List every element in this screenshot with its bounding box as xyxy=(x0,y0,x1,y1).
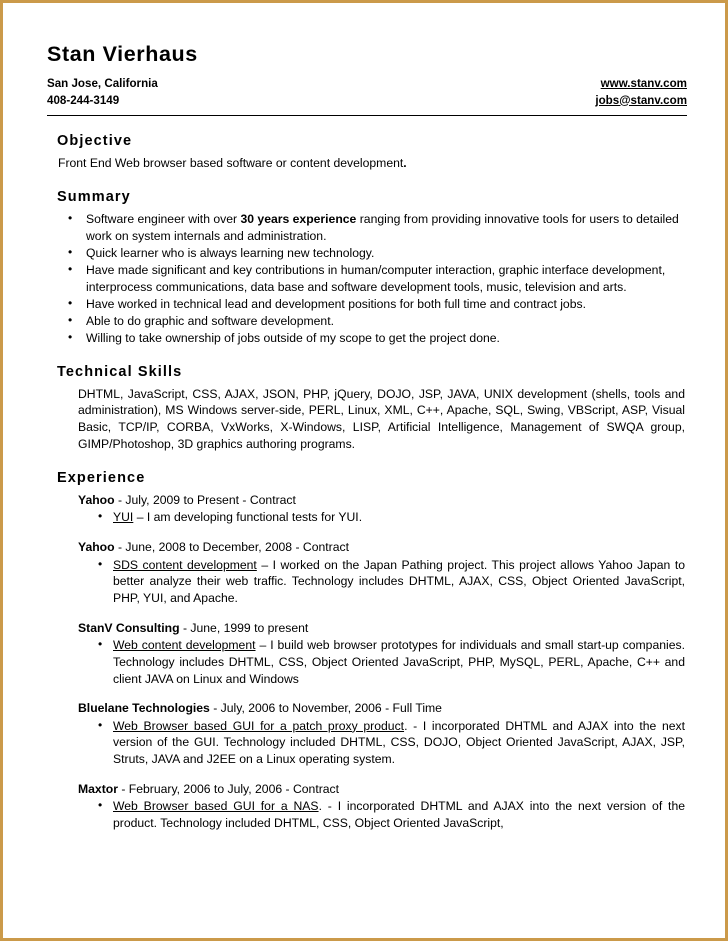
experience-bullet-text: – I worked on the Japan Pathing project. This project allows Yahoo Japan to better analyze their web traffic. Technology includes DHTML, AJAX, CSS, Object Oriented JavaScript, PHP, YUI, and Apache. xyxy=(113,557,685,606)
experience-company: StanV Consulting xyxy=(78,620,180,635)
experience-entry-heading xyxy=(78,781,687,797)
technical-skills-text: DHTML, JavaScript, CSS, AJAX, JSON, PHP, jQuery, DOJO, JSP, JAVA, UNIX development (shells, tools and administration), MS Windows server-side, PERL, Linux, XML, C++, Apache, SQL, Swing, VBScript, ASP, Visual Basic, TCP/IP, CORBA, VxWorks, X-Windows, LISP, Artificial Intelligence, Management of SWQA group, GIMP/Photoshop, 3D graphics authoring programs. xyxy=(78,386,685,452)
header-divider xyxy=(47,115,687,116)
contact-location: San Jose, California xyxy=(47,76,158,90)
summary-bullet xyxy=(68,211,687,244)
summary-bullet-text: Have made significant and key contributions in human/computer interaction, graphic interface development, interprocess communications, data base and software development tools, music, television and arts. xyxy=(86,262,666,294)
experience-dates: - July, 2006 to November, 2006 - Full Time xyxy=(209,701,442,716)
experience-entry xyxy=(47,781,687,832)
experience-company: Maxtor xyxy=(78,781,118,796)
resume-header xyxy=(47,42,687,116)
contact-phone: 408-244-3149 xyxy=(47,93,120,107)
experience-bullet-list xyxy=(47,718,687,768)
experience-entry-heading xyxy=(78,492,687,508)
section-summary xyxy=(47,189,687,347)
summary-bullet-text: Quick learner who is always learning new technology. xyxy=(86,245,375,260)
experience-entry-heading xyxy=(78,539,687,555)
summary-bullet xyxy=(68,245,687,262)
summary-bullet xyxy=(68,262,687,295)
summary-bullet-text: Have worked in technical lead and development positions for both full time and contract jobs. xyxy=(86,296,586,311)
objective-text-period: . xyxy=(403,156,407,171)
experience-bullet-text: . - I incorporated DHTML and AJAX into the next version of the GUI. Technology included DHTML, CSS, DOJO, Object Oriented JavaScript, AJAX, JSP, Struts, JAVA and J2EE on a Linux operating system. xyxy=(113,718,685,767)
summary-bullet-text: Able to do graphic and software development. xyxy=(86,313,334,328)
website-link[interactable]: www.stanv.com xyxy=(600,76,687,90)
experience-list xyxy=(47,492,687,832)
experience-company: Yahoo xyxy=(78,492,115,507)
experience-bullet-list xyxy=(47,509,687,526)
experience-entry xyxy=(47,620,687,688)
technical-skills-title: Technical Skills xyxy=(57,363,183,380)
experience-dates: - July, 2009 to Present - Contract xyxy=(114,492,296,507)
experience-bullet xyxy=(97,798,685,831)
experience-bullet xyxy=(97,718,685,768)
candidate-name: Stan Vierhaus xyxy=(47,42,198,66)
experience-bullet-text: . - I incorporated DHTML and AJAX into the next version of the product. Technology included DHTML, CSS, Object Oriented JavaScript, xyxy=(113,799,685,831)
experience-company: Bluelane Technologies xyxy=(78,701,210,716)
experience-bullet-list xyxy=(47,557,687,607)
section-experience xyxy=(47,470,687,832)
experience-dates: - June, 1999 to present xyxy=(179,620,309,635)
summary-title: Summary xyxy=(57,188,131,205)
resume-sheet xyxy=(6,6,728,941)
experience-entry-heading xyxy=(78,700,687,716)
summary-list xyxy=(47,211,687,347)
summary-bullet-text: Software engineer with over xyxy=(86,211,241,226)
summary-bullet-text: Willing to take ownership of jobs outside of my scope to get the project done. xyxy=(86,331,500,345)
contact-right xyxy=(595,76,687,110)
experience-entry-heading xyxy=(78,620,687,636)
experience-bullet xyxy=(97,509,685,526)
experience-project-link[interactable]: YUI xyxy=(113,510,134,525)
summary-bullet-text: ranging from providing innovative tools for users to detailed work on system internals and administration. xyxy=(86,211,679,243)
contact-row xyxy=(47,76,687,110)
section-technical-skills xyxy=(47,364,687,453)
experience-dates: - June, 2008 to December, 2008 - Contract xyxy=(114,540,349,555)
experience-entry xyxy=(47,492,687,526)
experience-entry xyxy=(47,539,687,607)
objective-text xyxy=(58,155,687,172)
experience-bullet-text: – I am developing functional tests for YUI. xyxy=(133,510,363,525)
experience-project-link[interactable]: SDS content development xyxy=(113,557,257,572)
summary-bullet-emphasis: 30 years experience xyxy=(240,211,357,226)
experience-entry xyxy=(47,700,687,768)
experience-bullet-text: – I build web browser prototypes for individuals and small start-up companies. Technology includes DHTML, CSS, Object Oriented JavaScript, PHP, MySQL, PERL, Apache, C++ and client JAVA on Linux and Windows xyxy=(113,638,685,686)
experience-project-link[interactable]: Web Browser based GUI for a NAS xyxy=(113,799,319,814)
resume-content xyxy=(6,6,728,832)
contact-left xyxy=(47,76,158,110)
objective-title: Objective xyxy=(57,133,133,150)
experience-bullet-list xyxy=(47,798,687,831)
section-objective xyxy=(47,133,687,172)
experience-company: Yahoo xyxy=(78,540,115,555)
objective-text-main: Front End Web browser based software or content development xyxy=(58,156,404,171)
experience-title: Experience xyxy=(57,469,146,486)
experience-dates: - February, 2006 to July, 2006 - Contract xyxy=(117,781,340,796)
experience-bullet xyxy=(97,557,685,607)
summary-bullet xyxy=(68,330,687,347)
summary-bullet xyxy=(68,313,687,330)
email-link[interactable]: jobs@stanv.com xyxy=(595,93,687,107)
experience-bullet xyxy=(97,637,685,687)
experience-project-link[interactable]: Web Browser based GUI for a patch proxy product xyxy=(113,718,405,733)
summary-bullet xyxy=(68,296,687,313)
experience-project-link[interactable]: Web content development xyxy=(113,638,256,653)
experience-bullet-list xyxy=(47,637,687,687)
